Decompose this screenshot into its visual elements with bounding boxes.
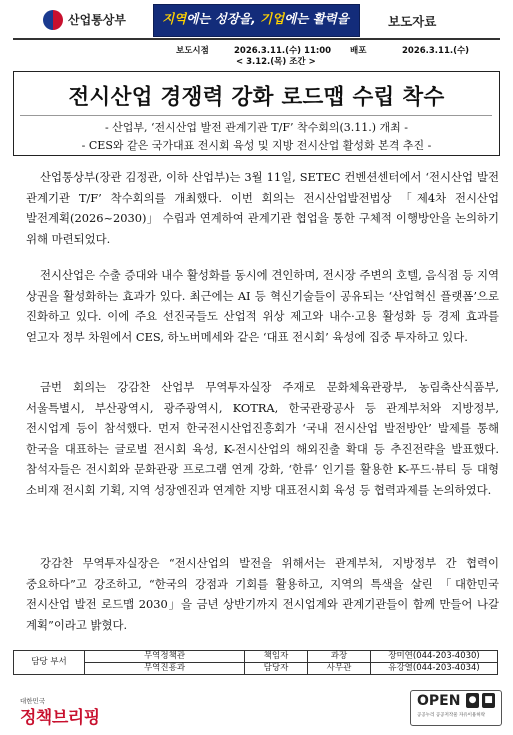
policy-briefing-logo-text: 정책브리핑 (20, 708, 100, 728)
header-divider (13, 38, 500, 40)
body-paragraph-2: 전시산업은 수출 증대와 내수 활성화를 동시에 견인하며, 전시장 주변의 호텔, 음식점 등 지역 상권을 활성화하는 효과가 있다. 최근에는 AI 등 혁신기술들이 공유되는 ‘산업혁신 플랫폼’으로 진화하고 있다. 이에 주요 선진국들도 산업적 위상 제고와 내수·고용 활성화 등 경제 효과를 얻고자 정부 차원에서 CES, 하노버메세와 같은 ‘대표 전시회’ 육성에 집중 투자하고 있다. (26, 268, 499, 344)
staff-label: 담당자 (245, 663, 308, 675)
title-1: 과장 (308, 651, 371, 663)
dept-1: 무역정책관 (85, 651, 245, 663)
body-paragraph-3: 금번 회의는 강감찬 산업부 무역투자실장 주재로 문화체육관광부, 농림축산식품부, 서울특별시, 부산광역시, 광주광역시, KOTRA, 한국관광공사 등 관계부처와 지방정부, 전시업계 등이 참석했다. 먼저 한국전시산업진흥회가 ‘국내 전시산업 발전방안’ 발제를 통해 한국을 대표하는 글로벌 전시회 육성, K-전시산업의 해외진출 확대 등 추진전략을 발표했다. 참석자들은 전시회와 문화관광 프로그램 연계 강화, ‘한류’ 인기를 활용한 K-푸드·뷰티 등 대형 소비재 전시회 기획, 지역 성장엔진과 연계한 지방 대표전시회 육성 등 협력과제를 논의하였다. (26, 380, 499, 497)
release-value: 2026.3.11.(수) (402, 46, 470, 56)
slogan-text-1: 에는 성장을, (186, 11, 261, 26)
title-2: 사무관 (308, 663, 371, 675)
body-paragraph-4: 강감찬 무역투자실장은 “전시산업의 발전을 위해서는 관계부처, 지방정부 간 협력이 중요하다”고 강조하고, “한국의 강점과 기회를 활용하고, 지역의 특색을 살린 「대한민국 전시산업 발전 로드맵 2030」을 금년 상반기까지 전시업계와 관계기관들이 함께 만들어 나갈 계획”이라고 밝혔다. (26, 556, 499, 632)
ministry-name: 산업통상부 (68, 13, 126, 27)
contact-2: 유강열(044-203-4034) (371, 663, 498, 675)
policy-briefing-logo-small: 대한민국 (20, 697, 46, 705)
subtitle-1: - 산업부, ‘전시산업 발전 관계기관 T/F’ 착수회의(3.11.) 개최 - (104, 121, 409, 134)
license-type-icon: ■ (482, 693, 495, 708)
slogan-highlight-2: 기업 (260, 11, 285, 26)
subtitle-2: - CES와 같은 국가대표 전시회 육성 및 지방 전시산업 활성화 본격 추진 - (81, 139, 432, 152)
embargo-note: < 3.12.(목) 조간 > (236, 57, 316, 67)
title-divider (20, 115, 492, 116)
responsible-label: 책임자 (245, 651, 308, 663)
policy-briefing-logo (20, 703, 100, 728)
release-label: 배포 (350, 46, 367, 56)
body-paragraph-1: 산업통상부(장관 김정관, 이하 산업부)는 3월 11일, SETEC 컨벤션센터에서 ‘전시산업 발전 관계기관 T/F’ 착수회의를 개최했다. 이번 회의는 전시산업발전법상 「제4차 전시산업 발전계획(2026~2030)」 수립과 연계하여 관계기관 협업을 통한 구체적 이행방안을 논의하기 위해 마련되었다. (26, 170, 499, 246)
press-release-label: 보도자료 (388, 14, 437, 29)
slogan-highlight-1: 지역 (162, 11, 187, 26)
embargo-label: 보도시점 (176, 46, 209, 56)
open-label: OPEN (417, 693, 461, 709)
contact-table (13, 650, 498, 675)
ministry-logo-icon (43, 10, 63, 30)
open-sublabel: 공공누리 공공저작물 자유이용허락 (417, 713, 486, 718)
page-title: 전시산업 경쟁력 강화 로드맵 수립 착수 (68, 85, 445, 110)
license-person-icon: ● (466, 693, 479, 708)
embargo-value: 2026.3.11.(수) 11:00 (234, 46, 332, 56)
slogan-text-2: 에는 활력을 (284, 11, 349, 26)
contact-1: 장미연(044-203-4030) (371, 651, 498, 663)
dept-label: 담당 부서 (14, 651, 85, 675)
slogan-banner-text (153, 9, 358, 27)
dept-2: 무역진흥과 (85, 663, 245, 675)
